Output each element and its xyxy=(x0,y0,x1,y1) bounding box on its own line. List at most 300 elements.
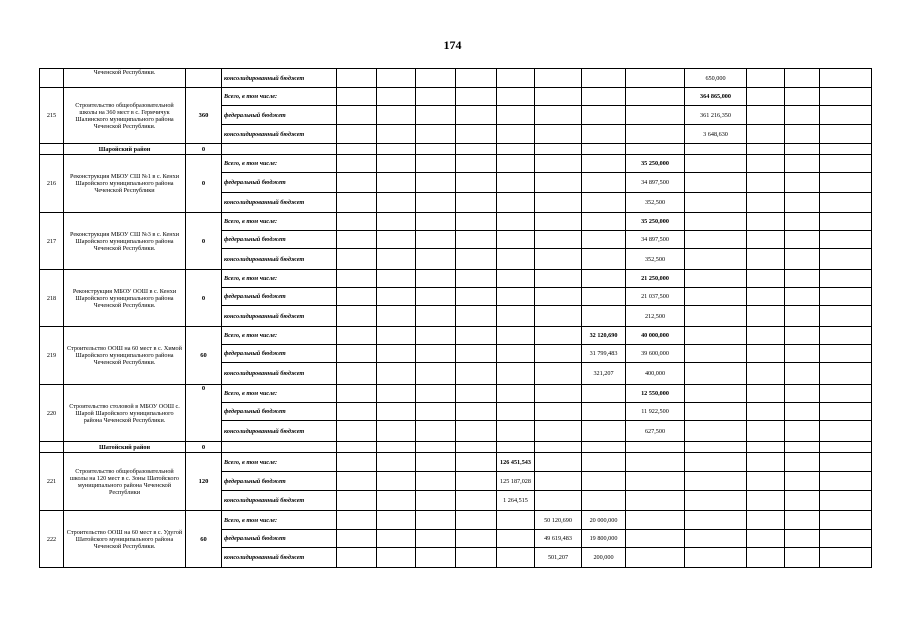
value-cell: 125 187,028 xyxy=(497,472,535,491)
empty-cell xyxy=(377,385,416,403)
empty-cell xyxy=(497,193,535,213)
empty-cell xyxy=(337,306,377,327)
empty-cell xyxy=(747,249,785,270)
empty-cell xyxy=(456,270,497,288)
empty-cell xyxy=(685,231,747,249)
empty-cell xyxy=(337,491,377,511)
empty-cell xyxy=(820,193,872,213)
empty-cell xyxy=(377,472,416,491)
empty-cell xyxy=(456,125,497,144)
empty-cell xyxy=(820,363,872,385)
empty-cell xyxy=(456,472,497,491)
empty-cell xyxy=(685,548,747,568)
source-consolidated: консолидированный бюджет xyxy=(222,69,337,88)
empty-cell xyxy=(820,106,872,125)
empty-cell xyxy=(820,345,872,363)
source-consolidated: консолидированный бюджет xyxy=(222,548,337,568)
empty-cell xyxy=(416,288,456,306)
empty-cell xyxy=(377,345,416,363)
empty-cell xyxy=(747,88,785,106)
empty-cell xyxy=(685,453,747,472)
empty-cell xyxy=(456,88,497,106)
empty-cell xyxy=(582,306,626,327)
district-name: Шатойский район xyxy=(64,442,186,453)
empty-cell xyxy=(497,548,535,568)
empty-cell xyxy=(785,155,820,173)
value-cell: 3 648,630 xyxy=(685,125,747,144)
empty-cell xyxy=(456,249,497,270)
empty-cell xyxy=(685,403,747,421)
empty-cell xyxy=(377,69,416,88)
empty-cell xyxy=(377,288,416,306)
empty-cell xyxy=(785,345,820,363)
empty-cell xyxy=(747,193,785,213)
empty-cell xyxy=(377,125,416,144)
empty-cell xyxy=(535,363,582,385)
empty-cell xyxy=(337,155,377,173)
capacity: 0 xyxy=(186,144,222,155)
empty-cell xyxy=(535,345,582,363)
empty-cell xyxy=(820,288,872,306)
empty-cell xyxy=(377,403,416,421)
source-total: Всего, в том числе: xyxy=(222,453,337,472)
value-cell: 21 037,500 xyxy=(626,288,685,306)
empty-cell xyxy=(626,511,685,530)
empty-cell xyxy=(337,511,377,530)
value-cell: 50 120,690 xyxy=(535,511,582,530)
empty-cell xyxy=(416,453,456,472)
empty-cell xyxy=(747,69,785,88)
empty-cell xyxy=(747,144,785,155)
row-number: 220 xyxy=(40,385,64,442)
empty-cell xyxy=(685,511,747,530)
value-cell: 352,500 xyxy=(626,249,685,270)
empty-cell xyxy=(747,453,785,472)
source-federal: федеральный бюджет xyxy=(222,288,337,306)
empty-cell xyxy=(626,125,685,144)
value-cell: 19 800,000 xyxy=(582,530,626,548)
empty-cell xyxy=(820,249,872,270)
empty-cell xyxy=(497,403,535,421)
empty-cell xyxy=(416,249,456,270)
row-number: 221 xyxy=(40,453,64,511)
source-federal: федеральный бюджет xyxy=(222,403,337,421)
empty-cell xyxy=(416,363,456,385)
empty-cell xyxy=(416,231,456,249)
empty-cell xyxy=(820,125,872,144)
row-number: 218 xyxy=(40,270,64,327)
project-name: Строительство столовой в МБОУ ООШ с. Шарой Шаройского муниципального района Чеченской Республики. xyxy=(64,385,186,442)
empty-cell xyxy=(820,491,872,511)
empty-cell xyxy=(416,403,456,421)
empty-cell xyxy=(820,306,872,327)
empty-cell xyxy=(497,173,535,193)
empty-cell xyxy=(416,530,456,548)
empty-cell xyxy=(747,270,785,288)
empty-cell xyxy=(416,306,456,327)
empty-cell xyxy=(535,453,582,472)
empty-cell xyxy=(747,421,785,442)
empty-cell xyxy=(785,530,820,548)
empty-cell xyxy=(222,442,337,453)
project-name: Реконструкция МБОУ СШ №3 в с. Кенхи Шаройского муниципального района Чеченской Республики. xyxy=(64,213,186,270)
empty-cell xyxy=(535,249,582,270)
empty-cell xyxy=(456,403,497,421)
empty-cell xyxy=(497,69,535,88)
table-row xyxy=(40,453,872,472)
row-number: 222 xyxy=(40,511,64,568)
empty-cell xyxy=(416,548,456,568)
source-consolidated: консолидированный бюджет xyxy=(222,491,337,511)
source-total: Всего, в том числе: xyxy=(222,327,337,345)
empty-cell xyxy=(535,125,582,144)
empty-cell xyxy=(747,213,785,231)
empty-cell xyxy=(535,442,582,453)
source-total: Всего, в том числе: xyxy=(222,385,337,403)
empty-cell xyxy=(40,144,64,155)
empty-cell xyxy=(785,231,820,249)
empty-cell xyxy=(582,106,626,125)
capacity: 120 xyxy=(186,453,222,511)
empty-cell xyxy=(820,472,872,491)
empty-cell xyxy=(747,288,785,306)
value-cell: 501,207 xyxy=(535,548,582,568)
empty-cell xyxy=(747,345,785,363)
empty-cell xyxy=(40,69,64,88)
empty-cell xyxy=(456,327,497,345)
empty-cell xyxy=(747,472,785,491)
empty-cell xyxy=(747,385,785,403)
empty-cell xyxy=(497,385,535,403)
value-cell: 650,000 xyxy=(685,69,747,88)
empty-cell xyxy=(377,548,416,568)
empty-cell xyxy=(582,491,626,511)
empty-cell xyxy=(535,403,582,421)
empty-cell xyxy=(535,270,582,288)
empty-cell xyxy=(416,270,456,288)
empty-cell xyxy=(377,106,416,125)
empty-cell xyxy=(535,69,582,88)
empty-cell xyxy=(40,442,64,453)
source-consolidated: консолидированный бюджет xyxy=(222,306,337,327)
empty-cell xyxy=(416,193,456,213)
empty-cell xyxy=(685,327,747,345)
empty-cell xyxy=(685,530,747,548)
empty-cell xyxy=(497,270,535,288)
empty-cell xyxy=(785,106,820,125)
empty-cell xyxy=(685,345,747,363)
empty-cell xyxy=(497,363,535,385)
empty-cell xyxy=(535,472,582,491)
empty-cell xyxy=(582,231,626,249)
empty-cell xyxy=(377,193,416,213)
row-number: 215 xyxy=(40,88,64,144)
empty-cell xyxy=(497,155,535,173)
empty-cell xyxy=(377,144,416,155)
empty-cell xyxy=(785,270,820,288)
empty-cell xyxy=(337,385,377,403)
empty-cell xyxy=(820,421,872,442)
empty-cell xyxy=(747,106,785,125)
empty-cell xyxy=(785,173,820,193)
empty-cell xyxy=(785,69,820,88)
empty-cell xyxy=(497,421,535,442)
empty-cell xyxy=(416,88,456,106)
capacity: 0 xyxy=(186,213,222,270)
empty-cell xyxy=(535,88,582,106)
source-total: Всего, в том числе: xyxy=(222,270,337,288)
empty-cell xyxy=(747,403,785,421)
empty-cell xyxy=(337,106,377,125)
budget-table xyxy=(39,68,872,568)
empty-cell xyxy=(377,306,416,327)
empty-cell xyxy=(747,548,785,568)
empty-cell xyxy=(377,249,416,270)
source-consolidated: консолидированный бюджет xyxy=(222,193,337,213)
empty-cell xyxy=(685,144,747,155)
empty-cell xyxy=(377,453,416,472)
value-cell: 126 451,543 xyxy=(497,453,535,472)
empty-cell xyxy=(582,288,626,306)
empty-cell xyxy=(820,144,872,155)
empty-cell xyxy=(456,306,497,327)
empty-cell xyxy=(535,231,582,249)
empty-cell xyxy=(747,491,785,511)
empty-cell xyxy=(582,403,626,421)
empty-cell xyxy=(820,88,872,106)
table-row xyxy=(40,385,872,403)
empty-cell xyxy=(337,173,377,193)
empty-cell xyxy=(337,69,377,88)
empty-cell xyxy=(497,249,535,270)
empty-cell xyxy=(337,270,377,288)
empty-cell xyxy=(497,511,535,530)
empty-cell xyxy=(535,155,582,173)
value-cell: 400,000 xyxy=(626,363,685,385)
empty-cell xyxy=(377,363,416,385)
empty-cell xyxy=(820,173,872,193)
empty-cell xyxy=(186,69,222,88)
empty-cell xyxy=(337,453,377,472)
source-total: Всего, в том числе: xyxy=(222,155,337,173)
empty-cell xyxy=(416,69,456,88)
empty-cell xyxy=(416,345,456,363)
value-cell: 321,207 xyxy=(582,363,626,385)
value-cell: 34 897,500 xyxy=(626,231,685,249)
capacity: 60 xyxy=(186,327,222,385)
value-cell: 352,500 xyxy=(626,193,685,213)
empty-cell xyxy=(416,106,456,125)
project-name: Строительство ООШ на 60 мест в с. Удугой Шатойского муниципального района Чеченской Республики. xyxy=(64,511,186,568)
empty-cell xyxy=(416,327,456,345)
empty-cell xyxy=(582,270,626,288)
empty-cell xyxy=(416,125,456,144)
empty-cell xyxy=(820,442,872,453)
empty-cell xyxy=(582,69,626,88)
table-row xyxy=(40,327,872,345)
empty-cell xyxy=(535,421,582,442)
empty-cell xyxy=(456,453,497,472)
empty-cell xyxy=(626,491,685,511)
capacity: 0 xyxy=(186,155,222,213)
empty-cell xyxy=(785,193,820,213)
value-cell: 1 264,515 xyxy=(497,491,535,511)
table-row xyxy=(40,511,872,530)
empty-cell xyxy=(337,88,377,106)
district-name: Шаройский район xyxy=(64,144,186,155)
table-row xyxy=(40,88,872,106)
empty-cell xyxy=(416,173,456,193)
source-federal: федеральный бюджет xyxy=(222,173,337,193)
empty-cell xyxy=(785,453,820,472)
capacity: 0 xyxy=(186,270,222,327)
empty-cell xyxy=(456,385,497,403)
value-cell: 21 250,000 xyxy=(626,270,685,288)
empty-cell xyxy=(535,288,582,306)
empty-cell xyxy=(747,231,785,249)
empty-cell xyxy=(377,442,416,453)
project-name: Строительство ООШ на 60 мест в с. Химой Шаройского муниципального района Чеченской Республики. xyxy=(64,327,186,385)
empty-cell xyxy=(416,442,456,453)
empty-cell xyxy=(337,327,377,345)
empty-cell xyxy=(747,363,785,385)
empty-cell xyxy=(337,472,377,491)
empty-cell xyxy=(820,327,872,345)
empty-cell xyxy=(377,270,416,288)
empty-cell xyxy=(337,442,377,453)
empty-cell xyxy=(337,213,377,231)
empty-cell xyxy=(497,306,535,327)
empty-cell xyxy=(582,193,626,213)
empty-cell xyxy=(377,511,416,530)
empty-cell xyxy=(535,385,582,403)
empty-cell xyxy=(416,511,456,530)
empty-cell xyxy=(456,363,497,385)
value-cell: 212,500 xyxy=(626,306,685,327)
empty-cell xyxy=(685,193,747,213)
empty-cell xyxy=(747,155,785,173)
empty-cell xyxy=(747,327,785,345)
empty-cell xyxy=(497,231,535,249)
empty-cell xyxy=(456,231,497,249)
project-name: Чеченской Республики. xyxy=(64,69,186,88)
empty-cell xyxy=(582,385,626,403)
project-name: Реконструкция МБОУ ООШ в с. Кенхи Шаройского муниципального района Чеченской Республики. xyxy=(64,270,186,327)
empty-cell xyxy=(337,193,377,213)
empty-cell xyxy=(582,453,626,472)
empty-cell xyxy=(747,306,785,327)
empty-cell xyxy=(416,421,456,442)
empty-cell xyxy=(785,88,820,106)
empty-cell xyxy=(582,472,626,491)
value-cell: 34 897,500 xyxy=(626,173,685,193)
table-row xyxy=(40,155,872,173)
empty-cell xyxy=(582,155,626,173)
empty-cell xyxy=(337,249,377,270)
empty-cell xyxy=(785,125,820,144)
empty-cell xyxy=(785,363,820,385)
empty-cell xyxy=(456,106,497,125)
empty-cell xyxy=(626,88,685,106)
empty-cell xyxy=(685,288,747,306)
empty-cell xyxy=(456,144,497,155)
empty-cell xyxy=(626,442,685,453)
value-cell: 12 550,000 xyxy=(626,385,685,403)
value-cell: 35 250,000 xyxy=(626,155,685,173)
capacity: 360 xyxy=(186,88,222,144)
empty-cell xyxy=(785,491,820,511)
empty-cell xyxy=(747,511,785,530)
empty-cell xyxy=(377,231,416,249)
empty-cell xyxy=(456,213,497,231)
empty-cell xyxy=(377,327,416,345)
empty-cell xyxy=(582,421,626,442)
empty-cell xyxy=(456,511,497,530)
empty-cell xyxy=(497,442,535,453)
empty-cell xyxy=(685,421,747,442)
value-cell: 11 922,500 xyxy=(626,403,685,421)
empty-cell xyxy=(582,442,626,453)
empty-cell xyxy=(820,69,872,88)
empty-cell xyxy=(377,491,416,511)
empty-cell xyxy=(626,69,685,88)
row-number: 217 xyxy=(40,213,64,270)
empty-cell xyxy=(337,144,377,155)
source-total: Всего, в том числе: xyxy=(222,511,337,530)
empty-cell xyxy=(785,442,820,453)
page-number: 174 xyxy=(443,38,462,52)
empty-cell xyxy=(747,442,785,453)
empty-cell xyxy=(785,472,820,491)
source-consolidated: консолидированный бюджет xyxy=(222,363,337,385)
empty-cell xyxy=(582,213,626,231)
empty-cell xyxy=(685,249,747,270)
project-name: Реконструкция МБОУ СШ №1 в с. Кенхи Шаройского муниципального района Чеченской Республики xyxy=(64,155,186,213)
empty-cell xyxy=(377,155,416,173)
empty-cell xyxy=(456,155,497,173)
empty-cell xyxy=(785,288,820,306)
empty-cell xyxy=(377,421,416,442)
empty-cell xyxy=(456,491,497,511)
value-cell: 20 000,000 xyxy=(582,511,626,530)
district-row xyxy=(40,144,872,155)
value-cell: 40 000,000 xyxy=(626,327,685,345)
empty-cell xyxy=(535,491,582,511)
table-row xyxy=(40,270,872,288)
empty-cell xyxy=(626,453,685,472)
empty-cell xyxy=(785,511,820,530)
empty-cell xyxy=(582,144,626,155)
empty-cell xyxy=(747,530,785,548)
empty-cell xyxy=(685,442,747,453)
source-federal: федеральный бюджет xyxy=(222,345,337,363)
empty-cell xyxy=(377,213,416,231)
empty-cell xyxy=(497,144,535,155)
empty-cell xyxy=(377,530,416,548)
empty-cell xyxy=(685,155,747,173)
value-cell: 35 250,000 xyxy=(626,213,685,231)
empty-cell xyxy=(747,173,785,193)
empty-cell xyxy=(535,327,582,345)
source-consolidated: консолидированный бюджет xyxy=(222,249,337,270)
empty-cell xyxy=(497,530,535,548)
empty-cell xyxy=(497,125,535,144)
empty-cell xyxy=(685,213,747,231)
empty-cell xyxy=(222,144,337,155)
empty-cell xyxy=(337,530,377,548)
source-total: Всего, в том числе: xyxy=(222,88,337,106)
empty-cell xyxy=(685,363,747,385)
